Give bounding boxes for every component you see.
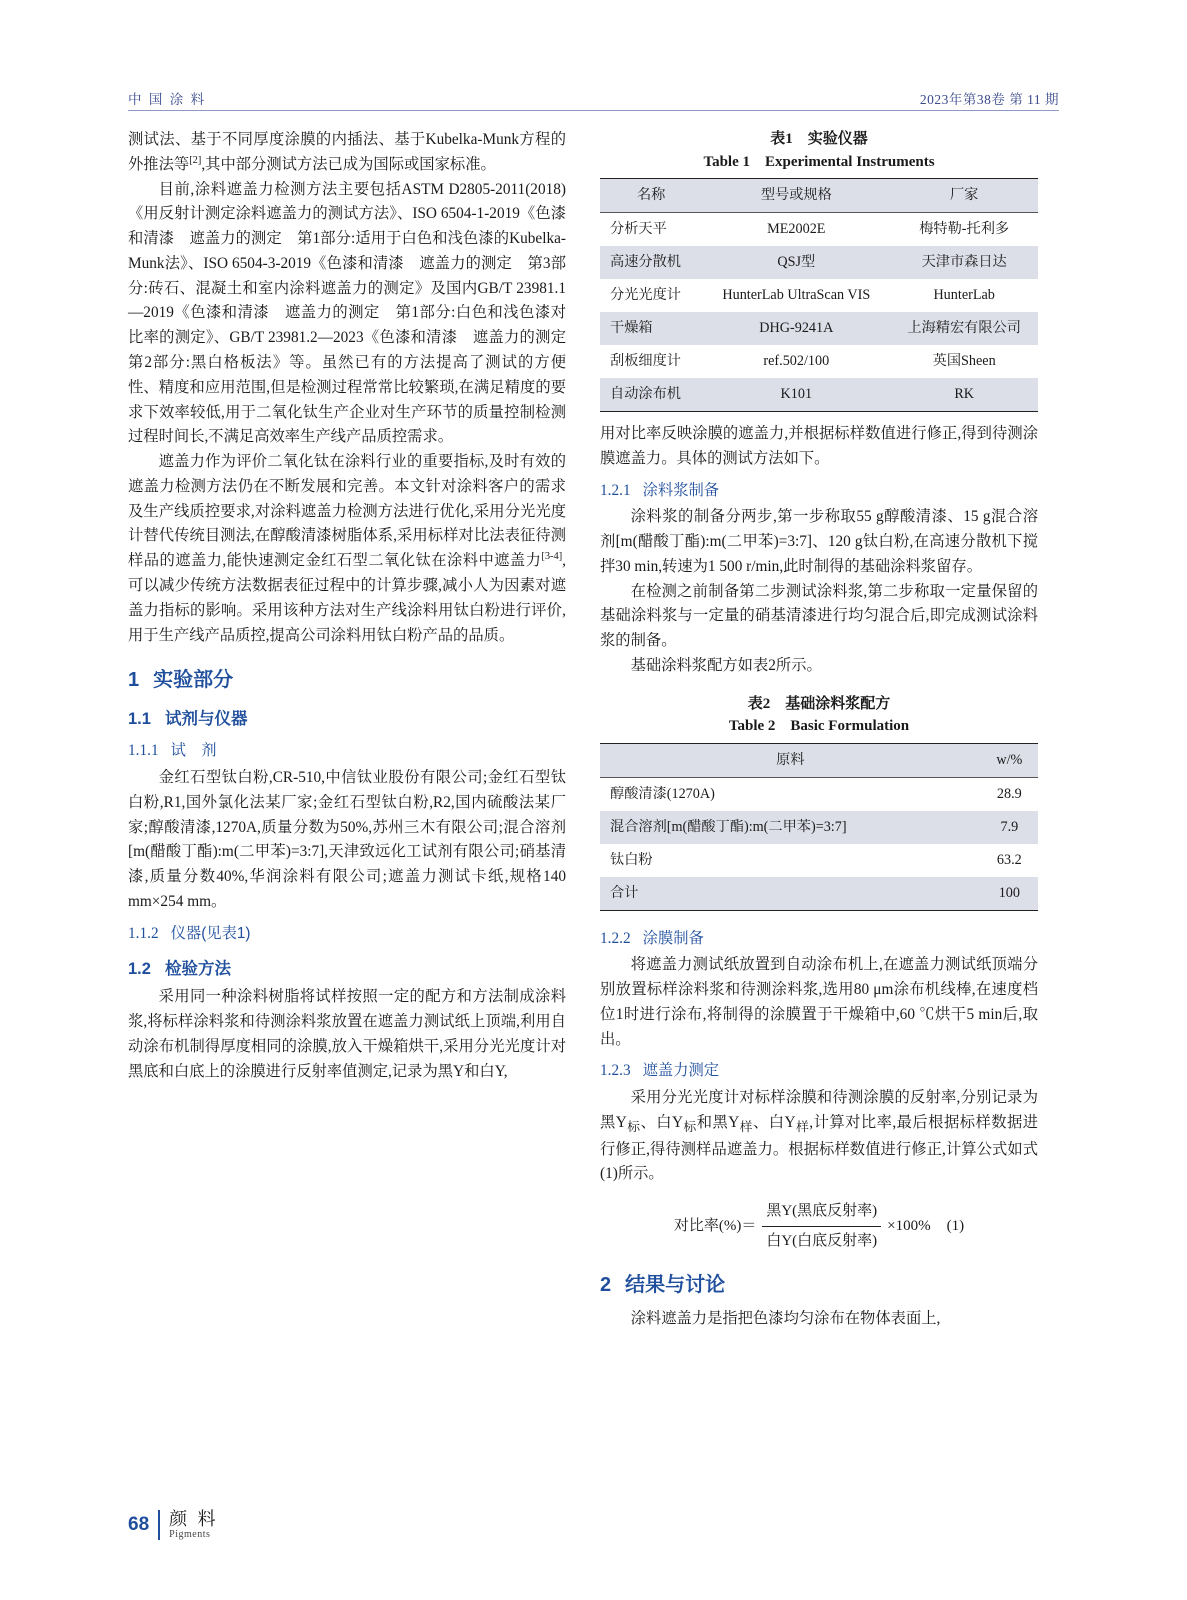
journal-name: 中 国 涂 料 (128, 92, 207, 107)
right-paragraph-1: 用对比率反映涂膜的遮盖力,并根据标样数值进行修正,得到待测涂膜遮盖力。具体的测试方法如下。 (600, 425, 1038, 467)
table-cell: 自动涂布机 (600, 378, 702, 412)
table-cell: QSJ型 (777, 254, 816, 270)
table-cell: 上海精宏有限公司 (907, 320, 1021, 336)
section-heading-1 (128, 664, 566, 696)
subsection-heading-1-2-3 (600, 1059, 1038, 1084)
section-2-title: 结果与讨论 (625, 1273, 726, 1296)
formula-fraction (762, 1199, 881, 1253)
formula-number: (1) (946, 1217, 965, 1234)
table-cell: 100 (981, 877, 1038, 911)
table-cell: 高速分散机 (610, 254, 681, 270)
table-row (600, 246, 1038, 279)
table-header-row (600, 179, 1038, 213)
footer-brand-zh: 颜 料 (169, 1509, 219, 1530)
table-2 (600, 743, 1038, 911)
table-cell: HunterLab UltraScan VIS (722, 287, 871, 303)
subsection-heading-1-1-2 (128, 922, 566, 947)
right-paragraph-7: 涂料遮盖力是指把色漆均匀涂布在物体表面上, (630, 1310, 941, 1328)
paragraph-3: 遮盖力作为评价二氧化钛在涂料行业的重要指标,及时有效的遮盖力检测方法仍在不断发展和完善。本文针对涂料客户的需求及生产线质控要求,对涂料遮盖力检测方法进行优化,采用分光光度计替代传统目测法,在醇酸清漆树脂体系,采用标样对比法表征待测样品的遮盖力,能快速测定金红石型二氧化钛在涂料中遮盖力[3-4],可以减少传统方法数据表征过程中的计算步骤,减小人为因素对遮盖力指标的影响。采用该种方法对生产线涂料用钛白粉进行评价,用于生产线产品质控,提高公司涂料用钛白粉产品的品质。 (128, 453, 566, 644)
subsection-heading-1-2 (128, 956, 566, 983)
table-2-block (600, 693, 1038, 911)
page-header (128, 78, 1059, 108)
subsection-1-2-1-title: 涂料浆制备 (642, 481, 720, 499)
table-row (600, 877, 1038, 911)
formula-label: 对比率(%)＝ (673, 1217, 757, 1234)
table-cell: 7.9 (1000, 818, 1019, 835)
subsection-1-2-title: 检验方法 (164, 959, 231, 978)
right-paragraph-2: 涂料浆的制备分两步,第一步称取55 g醇酸清漆、15 g混合溶剂[m(醋酸丁酯):m(二甲苯)=3:7]、120 g钛白粉,在高速分散机下搅拌30 min,转速为1 500 r/min,此时制得的基础涂料浆留存。 (600, 508, 1038, 575)
subsection-heading-1-1-1 (128, 739, 566, 764)
formula-1 (600, 1199, 1038, 1253)
subsection-1-1-1-number: 1.1.1 (128, 742, 159, 760)
subsection-1-2-1-number: 1.2.1 (600, 481, 631, 499)
table-row (600, 213, 1038, 247)
subsection-1-2-3-title: 遮盖力测定 (642, 1062, 720, 1080)
page-number: 68 (128, 1514, 150, 1535)
table-cell: 英国Sheen (932, 353, 996, 369)
formula-tail: ×100% (887, 1217, 931, 1234)
table-cell: ref.502/100 (763, 353, 830, 369)
table-cell: 刮板细度计 (610, 353, 681, 369)
table-cell: 干燥箱 (610, 320, 653, 336)
section-1-title: 实验部分 (153, 669, 234, 692)
table-1-body (600, 179, 1038, 412)
subsection-1-1-number: 1.1 (128, 709, 151, 728)
table-row (600, 777, 1038, 811)
right-paragraph-5: 将遮盖力测试纸放置到自动涂布机上,在遮盖力测试纸顶端分别放置标样涂料浆和待测涂料浆,选用80 μm涂布机线棒,在速度档位1时进行涂布,将制得的涂膜置于干燥箱中,60 ℃烘干5 min后,取出。 (600, 956, 1038, 1048)
subsection-heading-1-2-2 (600, 927, 1038, 952)
subsection-1-1-2-title: 仪器(见表1) (170, 924, 251, 942)
table-cell: K101 (702, 378, 890, 412)
table-2-caption-en: Table 2 Basic Formulation (728, 718, 910, 735)
subsection-1-1-2-number: 1.1.2 (128, 924, 159, 942)
page-footer (128, 1510, 219, 1540)
table-cell: 分光光度计 (610, 287, 681, 303)
subsection-1-1-1-title: 试 剂 (170, 742, 217, 760)
table-header-cell: 厂家 (890, 179, 1038, 213)
section-2-number: 2 (600, 1273, 612, 1296)
subsection-1-2-2-number: 1.2.2 (600, 929, 631, 947)
table-row (600, 844, 1038, 877)
table-cell: ME2002E (767, 221, 826, 237)
table-1-caption-zh: 表1 实验仪器 (770, 131, 868, 147)
table-row (600, 345, 1038, 378)
right-paragraph-4: 基础涂料浆配方如表2所示。 (630, 656, 822, 674)
table-header-row (600, 743, 1038, 777)
table-1-caption-en: Table 1 Experimental Instruments (703, 153, 935, 170)
table-1 (600, 178, 1038, 412)
table-cell: 63.2 (996, 851, 1022, 868)
table-cell: DHG-9241A (759, 320, 834, 336)
table-cell: 分析天平 (610, 221, 667, 237)
table-header-cell: 原料 (600, 743, 981, 777)
table-cell: 28.9 (996, 785, 1022, 802)
table-row (600, 312, 1038, 345)
table-header-cell: w/% (981, 743, 1038, 777)
subsection-1-2-3-number: 1.2.3 (600, 1062, 631, 1080)
table-2-caption-zh: 表2 基础涂料浆配方 (747, 695, 891, 712)
formula-numerator: 黑Y(黑底反射率) (766, 1203, 878, 1220)
table-2-body (600, 743, 1038, 910)
paragraph-4: 金红石型钛白粉,CR-510,中信钛业股份有限公司;金红石型钛白粉,R1,国外氯化法某厂家;金红石型钛白粉,R2,国内硫酸法某厂家;醇酸清漆,1270A,质量分数为50%,苏州三木有限公司;混合溶剂[m(醋酸丁酯):m(二甲苯)=3:7],天津致远化工试剂有限公司;硝基清漆,质量分数40%,华润涂料有限公司;遮盖力测试卡纸,规格140 mm×254 mm。 (128, 769, 566, 910)
section-1-number: 1 (128, 669, 140, 692)
subsection-heading-1-1 (128, 706, 566, 733)
table-header-cell: 名称 (600, 179, 702, 213)
subsection-1-2-2-title: 涂膜制备 (642, 929, 704, 947)
table-cell: 醇酸清漆(1270A) (610, 785, 715, 802)
table-1-block (600, 128, 1038, 412)
table-header-cell: 型号或规格 (702, 179, 890, 213)
paragraph-1: 测试法、基于不同厚度涂膜的内插法、基于Kubelka-Munk方程的外推法等[2],其中部分测试方法已成为国际或国家标准。 (128, 131, 566, 173)
subsection-heading-1-2-1 (600, 479, 1038, 504)
table-cell: 混合溶剂[m(醋酸丁酯):m(二甲苯)=3:7] (610, 818, 847, 835)
formula-denominator: 白Y(白底反射率) (762, 1226, 881, 1253)
header-divider (128, 110, 1059, 111)
paragraph-2: 目前,涂料遮盖力检测方法主要包括ASTM D2805-2011(2018)《用反射计测定涂料遮盖力的测试方法》、ISO 6504-1-2019《色漆和清漆 遮盖力的测定 第1部分:适用于白色和浅色漆的Kubelka-Munk法》、ISO 6504-3-2019《色漆和清漆 遮盖力的测定 第3部分:砖石、混凝土和室内涂料遮盖力的测定》及国内GB/T 23981.1—2019《色漆和清漆 遮盖力的测定 第1部分:白色和浅色漆对比率的测定》、GB/T 23981.2—2023《色漆和清漆 遮盖力的测定 第2部分:黑白格板法》等。虽然已有的方法提高了测试的方便性、精度和应用范围,但是检测过程常常比较繁琐,在满足精度的要求下效率较低,用于二氧化钛生产企业对生产环节的质量控制检测过程时间长,不满足高效率生产线产品质控需求。 (128, 180, 582, 446)
table-cell: 合计 (600, 877, 981, 911)
issue-info: 2023年第38卷 第 11 期 (919, 92, 1059, 107)
right-paragraph-6: 采用分光光度计对标样涂膜和待测涂膜的反射率,分别记录为黑$Y_标$、白$Y_标$和黑$Y_样$、白$Y_样$,计算对比率,最后根据标样数据进行修正,得待测样品遮盖力。根据标样数值进行修正,计算公式如式(1)所示。 (600, 1089, 1039, 1183)
footer-divider (158, 1510, 160, 1540)
table-row (600, 378, 1038, 412)
footer-brand (169, 1510, 219, 1540)
right-paragraph-3: 在检测之前制备第二步测试涂料浆,第二步称取一定量保留的基础涂料浆与一定量的硝基清漆进行均匀混合后,即完成测试涂料浆的制备。 (600, 582, 1038, 650)
subsection-1-1-title: 试剂与仪器 (164, 709, 248, 728)
right-column (600, 128, 1038, 1332)
section-heading-2 (600, 1269, 1038, 1301)
footer-brand-en: Pigments (169, 1528, 211, 1540)
table-cell: HunterLab (933, 287, 995, 303)
table-cell: 梅特勒-托利多 (919, 221, 1010, 237)
subsection-1-2-number: 1.2 (128, 959, 151, 978)
table-cell: RK (890, 378, 1038, 412)
table-cell: 钛白粉 (610, 851, 653, 868)
table-row (600, 279, 1038, 312)
table-row (600, 811, 1038, 844)
table-cell: 天津市森日达 (921, 254, 1007, 270)
paragraph-5: 采用同一种涂料树脂将试样按照一定的配方和方法制成涂料浆,将标样涂料浆和待测涂料浆放置在遮盖力测试纸上顶端,利用自动涂布机制得厚度相同的涂膜,放入干燥箱烘干,采用分光光度计对黑底和白底上的涂膜进行反射率值测定,记录为黑Y和白Y, (128, 988, 566, 1080)
left-column (128, 128, 582, 1084)
